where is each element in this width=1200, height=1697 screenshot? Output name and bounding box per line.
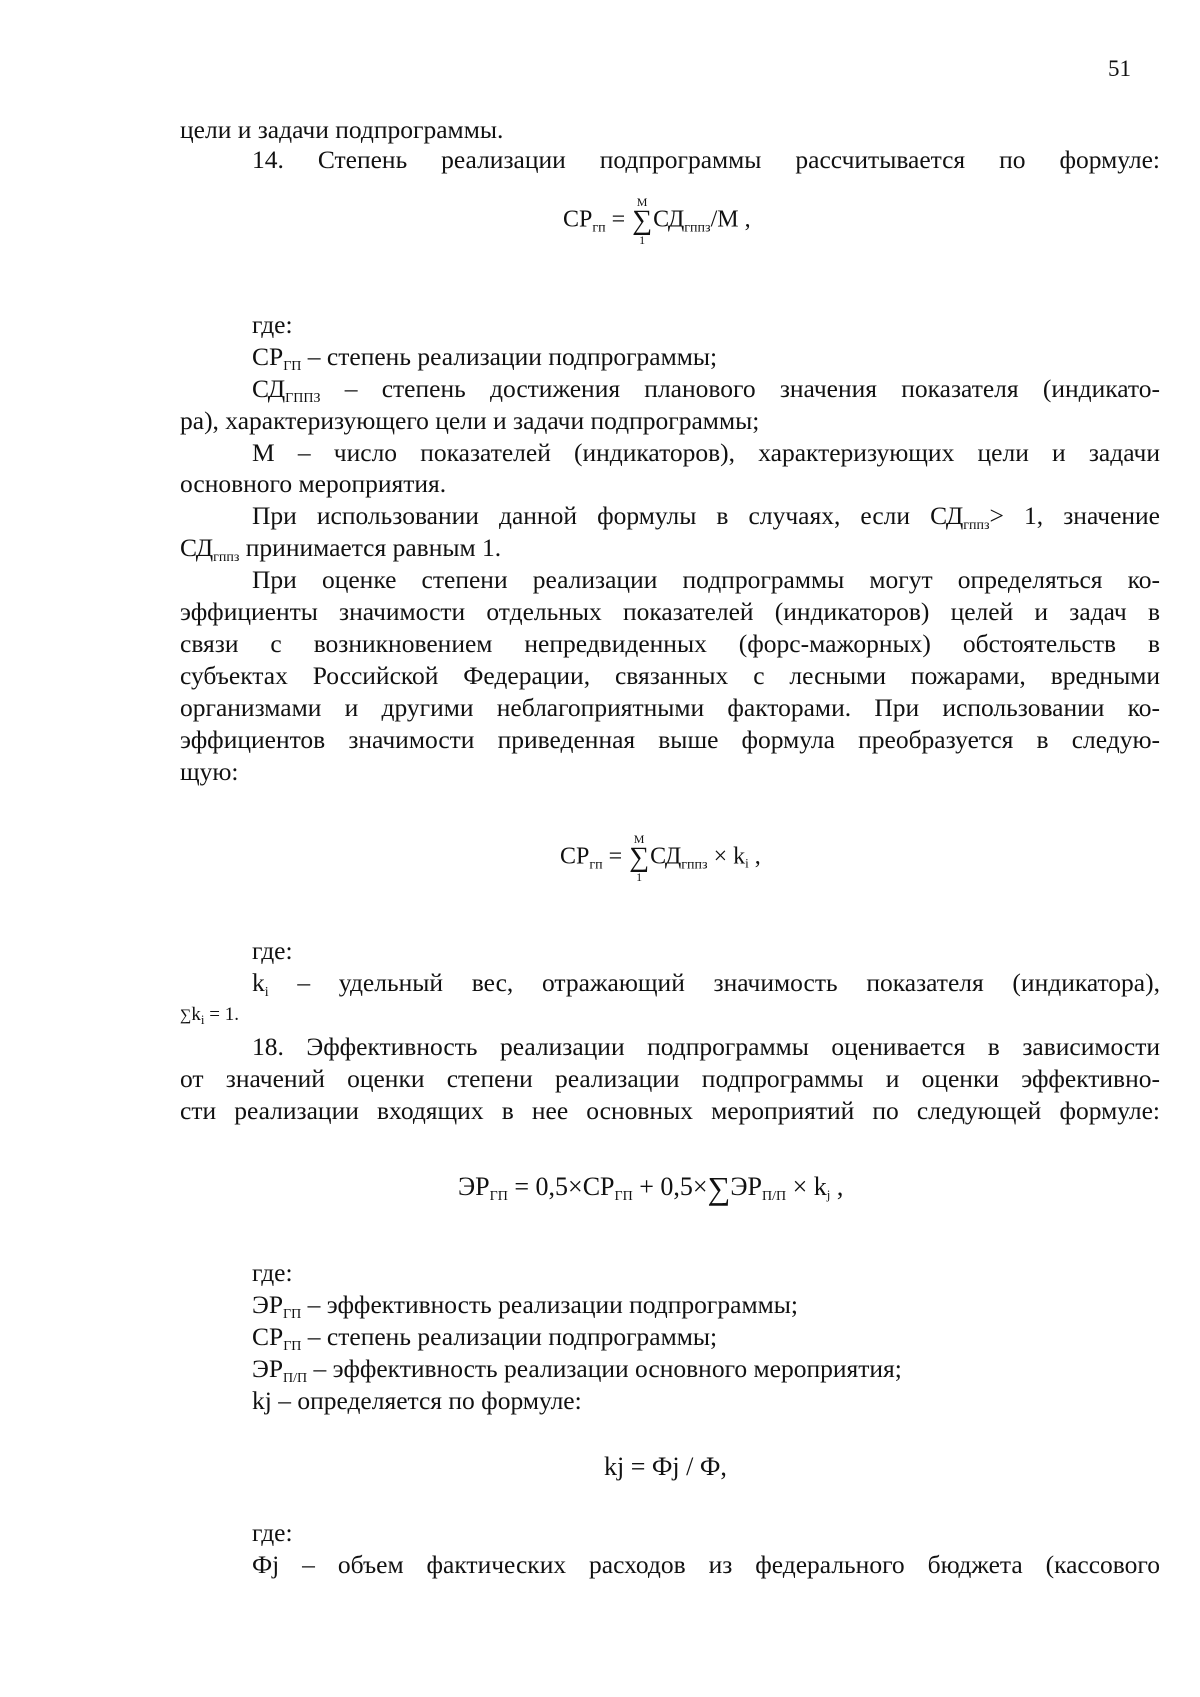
definition-line: $СД_{ГППЗ}$ – степень достижения планового значения показателя (индикато-	[252, 374, 1160, 406]
text-line: где:	[252, 1518, 293, 1547]
text-line: эффициенты значимости отдельных показателей (индикаторов) целей и задач в	[180, 597, 1160, 626]
text-line: где:	[252, 936, 293, 965]
text-line: 18. Эффективность реализации подпрограммы оценивается в зависимости	[252, 1032, 1160, 1061]
text-line: 14. Степень реализации подпрограммы рассчитывается по формуле:	[252, 145, 1160, 174]
sum-symbol: M ∑ 1	[632, 195, 653, 247]
text-line: При использовании данной формулы в случаях, если $СД_{гппз}> 1$, значение	[252, 501, 1160, 533]
formula-sr-gp-weighted: $СР_{гп}$ = M ∑ 1 $СД_{гппз}$ × ki ,	[560, 832, 761, 884]
text-line: от значений оценки степени реализации подпрограммы и оценки эффективно-	[180, 1064, 1160, 1093]
text-line: $СД_{гппз}$ принимается равным 1.	[180, 533, 502, 565]
definition-line: $ЭР_{П/П}$ – эффективность реализации основного мероприятия;	[252, 1354, 902, 1386]
text-line: где:	[252, 1258, 293, 1287]
sum-k-equation: $\sum k_i = 1$.	[180, 1004, 239, 1027]
text-line: Фj – объем фактических расходов из федерального бюджета (кассового	[252, 1550, 1160, 1579]
formula-kj: kj = Фj / Ф,	[604, 1452, 727, 1481]
text-line: М – число показателей (индикаторов), характеризующих цели и задачи	[252, 438, 1160, 467]
definition-line: $СР_{ГП}$ – степень реализации подпрограммы;	[252, 1322, 718, 1354]
text-line: субъектах Российской Федерации, связанных с лесными пожарами, вредными	[180, 661, 1160, 690]
sum-symbol: M ∑ 1	[629, 832, 650, 884]
text-line: щую:	[180, 757, 239, 786]
text-line: эффициентов значимости приведенная выше формула преобразуется в следую-	[180, 725, 1160, 754]
text-line: При оценке степени реализации подпрограммы могут определяться ко-	[252, 565, 1160, 594]
formula-er-gp: $ЭР_{ГП} = 0,5\times СР_{ГП} + 0,5\times\sum ЭР_{П/П}$ × kj ,	[458, 1170, 844, 1206]
definition-line: $ЭР_{ГП}$ – эффективность реализации подпрограммы;	[252, 1290, 798, 1322]
definition-line: $СР_{ГП}$ – степень реализации подпрограммы;	[252, 342, 718, 374]
text-line: сти реализации входящих в нее основных мероприятий по следующей формуле:	[180, 1096, 1160, 1125]
text-line: kj – определяется по формуле:	[252, 1386, 582, 1415]
text-line: основного мероприятия.	[180, 469, 447, 498]
definition-line: $k_i$ – удельный вес, отражающий значимость показателя (индикатора),	[252, 968, 1160, 1000]
text-line: цели и задачи подпрограммы.	[180, 115, 504, 144]
text-line: где:	[252, 310, 293, 339]
page-number: 51	[1108, 56, 1131, 81]
text-line: организмами и другими неблагоприятными факторами. При использовании ко-	[180, 693, 1160, 722]
text-line: ра), характеризующего цели и задачи подпрограммы;	[180, 406, 760, 435]
text-line: связи с возникновением непредвиденных (форс-мажорных) обстоятельств в	[180, 629, 1160, 658]
formula-sr-gp: $СР_{гп}$ = M ∑ 1 $СД_{гппз}/М$ ,	[563, 195, 751, 247]
